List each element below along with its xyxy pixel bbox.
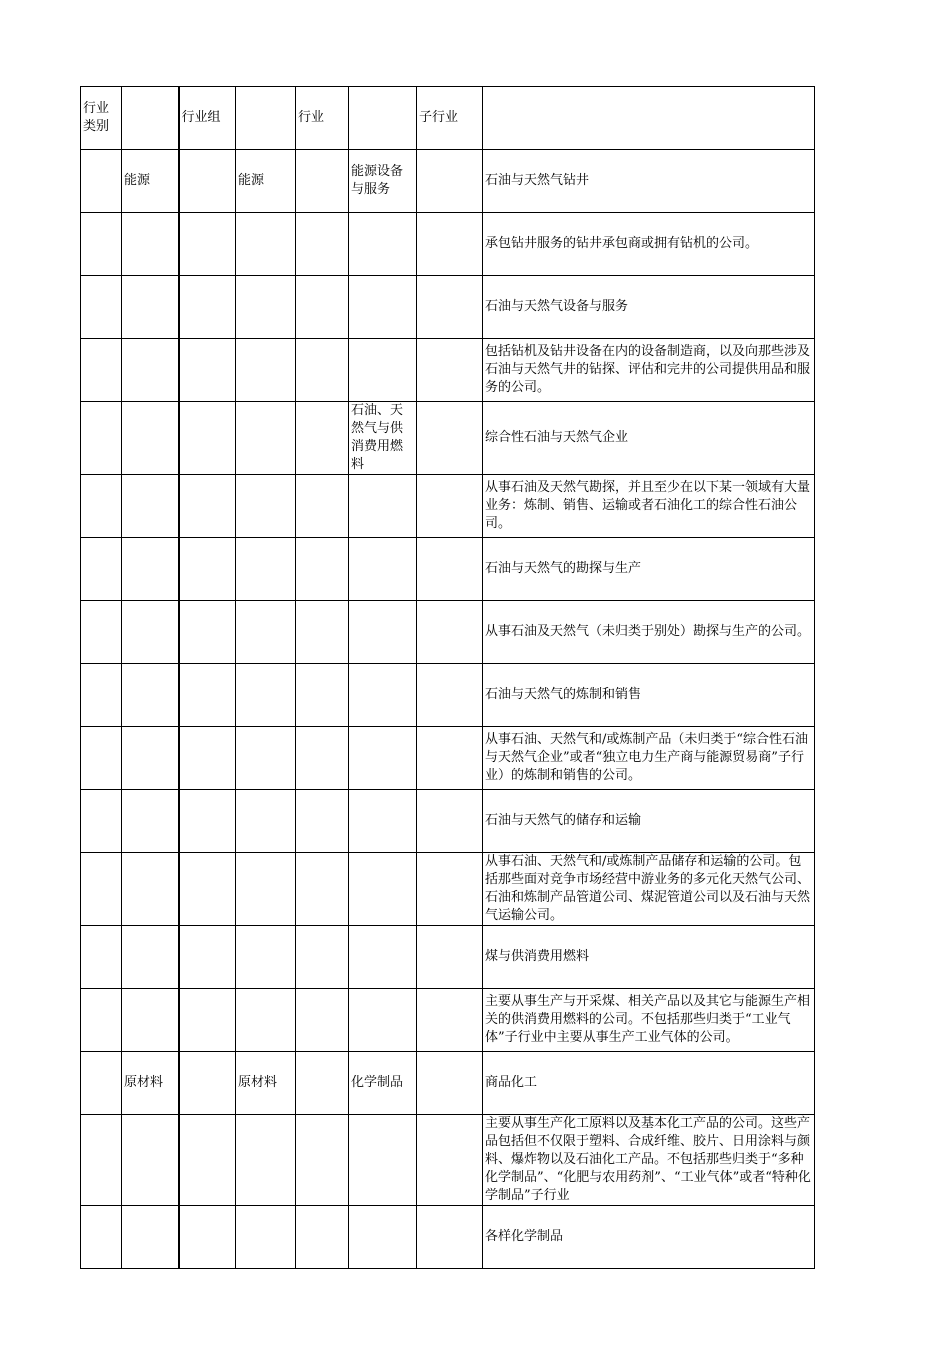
cell-sub-industry-description: 石油与天然气的勘探与生产 <box>483 538 815 601</box>
cell-blank-0 <box>81 790 122 853</box>
header-blank-7 <box>483 87 815 150</box>
cell-sub-industry-description: 从事石油及天然气勘探，并且至少在以下某一领域有大量业务：炼制、销售、运输或者石油化工的综合性石油公司。 <box>483 475 815 538</box>
cell-blank-6 <box>417 1052 483 1115</box>
cell-blank-2 <box>179 213 236 276</box>
cell-industry-group <box>236 926 296 989</box>
header-row <box>81 87 815 150</box>
cell-sub-industry-description: 商品化工 <box>483 1052 815 1115</box>
table-row <box>81 989 815 1052</box>
table-row <box>81 664 815 727</box>
cell-sub-industry-description: 石油与天然气设备与服务 <box>483 276 815 339</box>
cell-blank-0 <box>81 601 122 664</box>
cell-blank-0 <box>81 989 122 1052</box>
table-row <box>81 1052 815 1115</box>
cell-industry-group: 原材料 <box>236 1052 296 1115</box>
cell-sector <box>122 475 179 538</box>
cell-industry <box>349 727 417 790</box>
cell-blank-2 <box>179 339 236 402</box>
cell-sector <box>122 926 179 989</box>
cell-industry <box>349 664 417 727</box>
table-row <box>81 538 815 601</box>
cell-blank-6 <box>417 538 483 601</box>
cell-blank-2 <box>179 790 236 853</box>
cell-blank-2 <box>179 1206 236 1269</box>
cell-blank-0 <box>81 727 122 790</box>
cell-blank-2 <box>179 989 236 1052</box>
cell-blank-0 <box>81 1115 122 1206</box>
cell-industry-group <box>236 402 296 475</box>
cell-blank-6 <box>417 339 483 402</box>
cell-sector <box>122 402 179 475</box>
cell-industry <box>349 926 417 989</box>
cell-industry: 石油、天然气与供消费用燃料 <box>349 402 417 475</box>
cell-blank-6 <box>417 1206 483 1269</box>
cell-blank-4 <box>296 1206 349 1269</box>
cell-blank-4 <box>296 790 349 853</box>
cell-blank-2 <box>179 1115 236 1206</box>
cell-sub-industry-description: 煤与供消费用燃料 <box>483 926 815 989</box>
cell-blank-2 <box>179 853 236 926</box>
cell-industry-group <box>236 853 296 926</box>
cell-industry <box>349 213 417 276</box>
cell-sub-industry-description: 包括钻机及钻井设备在内的设备制造商，以及向那些涉及石油与天然气井的钻探、评估和完井的公司提供用品和服务的公司。 <box>483 339 815 402</box>
cell-blank-4 <box>296 601 349 664</box>
cell-blank-4 <box>296 1115 349 1206</box>
cell-industry-group <box>236 339 296 402</box>
cell-blank-6 <box>417 727 483 790</box>
cell-industry <box>349 853 417 926</box>
cell-blank-0 <box>81 538 122 601</box>
cell-blank-2 <box>179 727 236 790</box>
cell-blank-0 <box>81 213 122 276</box>
cell-blank-6 <box>417 853 483 926</box>
cell-blank-2 <box>179 1052 236 1115</box>
table-row <box>81 790 815 853</box>
cell-blank-4 <box>296 538 349 601</box>
cell-sector: 原材料 <box>122 1052 179 1115</box>
cell-blank-4 <box>296 926 349 989</box>
cell-blank-0 <box>81 150 122 213</box>
cell-industry <box>349 339 417 402</box>
cell-sub-industry-description: 从事石油、天然气和/或炼制产品（未归类于“综合性石油与天然气企业”或者“独立电力生产商与能源贸易商”子行业）的炼制和销售的公司。 <box>483 727 815 790</box>
cell-blank-2 <box>179 601 236 664</box>
table-row <box>81 853 815 926</box>
header-industry-category: 行业类别 <box>81 87 122 150</box>
cell-industry <box>349 475 417 538</box>
cell-blank-2 <box>179 402 236 475</box>
cell-industry-group <box>236 1206 296 1269</box>
cell-industry-group <box>236 276 296 339</box>
cell-blank-2 <box>179 926 236 989</box>
cell-blank-4 <box>296 989 349 1052</box>
cell-blank-6 <box>417 276 483 339</box>
cell-blank-0 <box>81 853 122 926</box>
cell-blank-4 <box>296 853 349 926</box>
cell-blank-4 <box>296 339 349 402</box>
table-row <box>81 601 815 664</box>
cell-blank-6 <box>417 601 483 664</box>
cell-sub-industry-description: 从事石油、天然气和/或炼制产品储存和运输的公司。包括那些面对竞争市场经营中游业务的多元化天然气公司、石油和炼制产品管道公司、煤泥管道公司以及石油与天然气运输公司。 <box>483 853 815 926</box>
header-industry: 行业 <box>296 87 349 150</box>
industry-classification-table <box>80 86 815 1269</box>
cell-blank-0 <box>81 1206 122 1269</box>
header-sub-industry: 子行业 <box>417 87 483 150</box>
cell-sub-industry-description: 石油与天然气钻井 <box>483 150 815 213</box>
cell-industry-group <box>236 1115 296 1206</box>
cell-sector <box>122 213 179 276</box>
cell-sector <box>122 853 179 926</box>
cell-industry-group <box>236 475 296 538</box>
cell-sector <box>122 1115 179 1206</box>
table-row <box>81 1115 815 1206</box>
cell-sector: 能源 <box>122 150 179 213</box>
cell-blank-6 <box>417 790 483 853</box>
header-blank-3 <box>236 87 296 150</box>
cell-sector <box>122 538 179 601</box>
table-row <box>81 926 815 989</box>
table-row <box>81 276 815 339</box>
cell-blank-2 <box>179 475 236 538</box>
cell-sub-industry-description: 承包钻井服务的钻井承包商或拥有钻机的公司。 <box>483 213 815 276</box>
header-blank-1 <box>122 87 179 150</box>
cell-blank-4 <box>296 276 349 339</box>
cell-blank-4 <box>296 402 349 475</box>
header-industry-group: 行业组 <box>179 87 236 150</box>
cell-industry <box>349 1206 417 1269</box>
cell-industry-group <box>236 664 296 727</box>
cell-industry: 化学制品 <box>349 1052 417 1115</box>
cell-sector <box>122 664 179 727</box>
cell-blank-0 <box>81 475 122 538</box>
table-row <box>81 150 815 213</box>
cell-industry-group <box>236 213 296 276</box>
cell-sector <box>122 989 179 1052</box>
cell-industry <box>349 538 417 601</box>
cell-industry-group <box>236 727 296 790</box>
table-row <box>81 213 815 276</box>
cell-blank-0 <box>81 1052 122 1115</box>
cell-sector <box>122 727 179 790</box>
cell-sector <box>122 601 179 664</box>
cell-blank-0 <box>81 926 122 989</box>
cell-blank-0 <box>81 276 122 339</box>
cell-sector <box>122 339 179 402</box>
cell-blank-4 <box>296 213 349 276</box>
cell-blank-4 <box>296 475 349 538</box>
cell-blank-2 <box>179 538 236 601</box>
cell-blank-6 <box>417 664 483 727</box>
cell-blank-6 <box>417 402 483 475</box>
cell-sub-industry-description: 综合性石油与天然气企业 <box>483 402 815 475</box>
header-blank-5 <box>349 87 417 150</box>
cell-industry-group <box>236 601 296 664</box>
cell-industry-group <box>236 989 296 1052</box>
cell-sector <box>122 1206 179 1269</box>
cell-blank-6 <box>417 150 483 213</box>
cell-blank-6 <box>417 213 483 276</box>
cell-industry-group <box>236 790 296 853</box>
cell-blank-2 <box>179 276 236 339</box>
table-row <box>81 727 815 790</box>
cell-industry <box>349 790 417 853</box>
table-row <box>81 402 815 475</box>
cell-blank-2 <box>179 150 236 213</box>
cell-sub-industry-description: 从事石油及天然气（未归类于别处）勘探与生产的公司。 <box>483 601 815 664</box>
cell-blank-0 <box>81 664 122 727</box>
cell-industry <box>349 989 417 1052</box>
cell-blank-4 <box>296 150 349 213</box>
cell-blank-0 <box>81 339 122 402</box>
cell-sector <box>122 276 179 339</box>
cell-industry: 能源设备与服务 <box>349 150 417 213</box>
cell-sub-industry-description: 石油与天然气的储存和运输 <box>483 790 815 853</box>
cell-blank-6 <box>417 989 483 1052</box>
cell-blank-2 <box>179 664 236 727</box>
cell-sub-industry-description: 主要从事生产与开采煤、相关产品以及其它与能源生产相关的供消费用燃料的公司。不包括那些归类于“工业气体”子行业中主要从事生产工业气体的公司。 <box>483 989 815 1052</box>
cell-blank-4 <box>296 727 349 790</box>
cell-industry <box>349 601 417 664</box>
table-row <box>81 339 815 402</box>
cell-blank-6 <box>417 475 483 538</box>
cell-sector <box>122 790 179 853</box>
cell-industry <box>349 276 417 339</box>
cell-blank-4 <box>296 664 349 727</box>
cell-sub-industry-description: 主要从事生产化工原料以及基本化工产品的公司。这些产品包括但不仅限于塑料、合成纤维、胶片、日用涂料与颜料、爆炸物以及石油化工产品。不包括那些归类于“多种化学制品”、“化肥与农用药剂”、“工业气体”或者“特种化学制品”子行业 <box>483 1115 815 1206</box>
cell-sub-industry-description: 各样化学制品 <box>483 1206 815 1269</box>
cell-sub-industry-description: 石油与天然气的炼制和销售 <box>483 664 815 727</box>
cell-industry-group <box>236 538 296 601</box>
cell-blank-6 <box>417 926 483 989</box>
table-row <box>81 475 815 538</box>
cell-industry <box>349 1115 417 1206</box>
cell-industry-group: 能源 <box>236 150 296 213</box>
table-row <box>81 1206 815 1269</box>
cell-blank-4 <box>296 1052 349 1115</box>
cell-blank-6 <box>417 1115 483 1206</box>
cell-blank-0 <box>81 402 122 475</box>
